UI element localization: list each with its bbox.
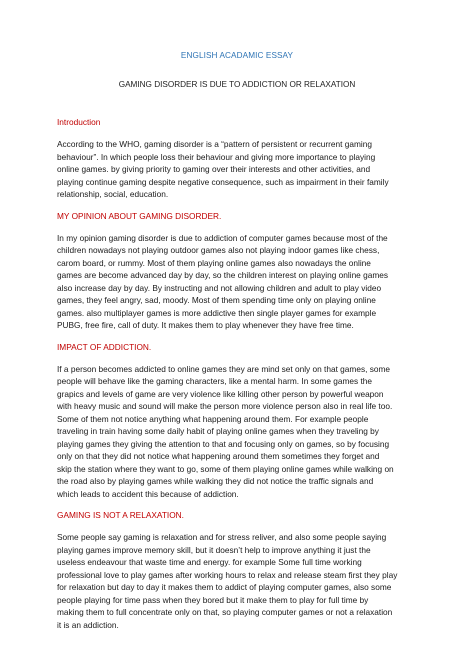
essay-title: GAMING DISORDER IS DUE TO ADDICTION OR RELAXATION [118, 80, 356, 89]
section-impact [57, 342, 415, 501]
essay-label: ENGLISH ACADAMIC ESSAY [180, 51, 294, 60]
section-introduction [57, 117, 415, 201]
section-paragraph: If a person becomes addicted to online games they are mind set only on that games, some people will behave like the gaming characters, like a mental harm. In some games the grapics and levels of game are very violence like killing other person by powerful weapon with heavy music and sound will make the person more violence person also in real life too. Some of them not notice anything what happening around them. For example people traveling in train having some daily habit of playing online games when they traveling by playing games they giving the attention to that and focusing only on games, so by focusing only on that they did not notice what happening around them sometimes they forget and skip the station where they want to go, some of them playing online games while walking on the road also by playing games while walking they did not notice the traffic signals and which leads to accident this because of addiction. [57, 363, 394, 499]
section-heading: Introduction [57, 117, 101, 127]
section-paragraph: In my opinion gaming disorder is due to addiction of computer games because most of the children nowadays not playing outdoor games also not playing indoor games like chess, carom board, or rummy. Most of them playing online games also nowadays the online games are become advanced day by day, so the children interest on playing online games also increase day by day. By instructing and not allowing children and adult to play video games, they feel angry, sad, moody. Most of them spending time only on playing online games. also multiplayer games is more addictive then single player games for example PUBG, free fire, call of duty. It makes them to play whenever they have free time. [57, 232, 389, 330]
section-not-relaxation [57, 510, 415, 631]
section-heading: GAMING IS NOT A RELAXATION. [57, 510, 184, 520]
section-heading: IMPACT OF ADDICTION. [57, 341, 152, 352]
section-paragraph: Some people say gaming is relaxation and for stress reliver, and also some people saying playing games improve memory skill, but it doesn’t help to improve anything it just the useless endeavour that waste time and energy. for example Some full time working professional love to play games after working hours to relax and release steam first they play for relaxation but day to day it makes them to addict of playing computer games, also some people playing for time pass when they bored but it make them to play for full time by making them to full concentrate only on that, so playing computer games or not a relaxation it is an addiction. [57, 532, 398, 630]
essay-body [57, 117, 415, 641]
section-paragraph: According to the WHO, gaming disorder is a “pattern of persistent or recurrent gaming behaviour”. In which people loss their behaviour and giving more importance to playing online games. by giving priority to gaming over their interests and other activities, and playing continue gaming despite negative consequence, such as impairment in their family relationship, social, education. [57, 139, 389, 199]
section-opinion [57, 211, 415, 332]
section-heading: MY OPINION ABOUT GAMING DISORDER. [57, 210, 222, 221]
